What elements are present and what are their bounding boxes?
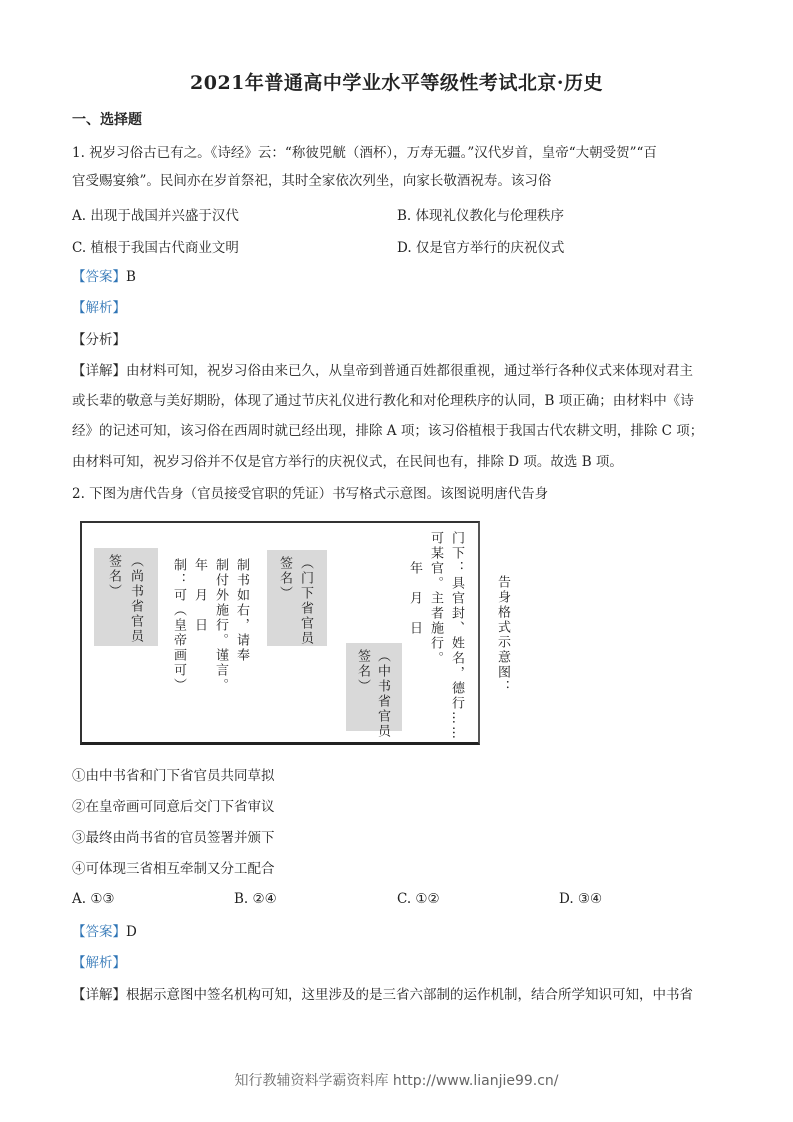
q1-option-a: A. 出现于战国并兴盛于汉代	[72, 208, 239, 224]
q1-answer-row	[72, 267, 136, 287]
q2-option-b: B. ②④	[234, 891, 277, 907]
q1-option-b: B. 体现礼仪教化与伦理秩序	[397, 208, 565, 224]
q2-option-c: C. ①②	[397, 891, 440, 907]
q2-detail-line1: 【详解】根据示意图中签名机构可知，这里涉及的是三省六部制的运作机制，结合所学知识可知，中书省	[72, 987, 693, 1003]
section-heading: 一、选择题	[72, 112, 142, 128]
diagram-col-zhi-4: 制：可（皇帝画可）	[171, 558, 186, 693]
q1-detail-line2: 或长辈的敬意与美好期盼，体现了通过节庆礼仪进行教化和对伦理秩序的认同，B 项正确；由材料中《诗	[72, 393, 694, 409]
q1-stem-line2: 官受赐宴飨”。民间亦在岁首祭祀，其时全家依次列坐，向家长敬酒祝寿。该习俗	[72, 173, 552, 189]
q1-option-d: D. 仅是官方举行的庆祝仪式	[397, 240, 565, 256]
page-footer: 知行教辅资料学霸资料库 http://www.lianjie99.cn/	[234, 1073, 559, 1089]
page-title: 2021年普通高中学业水平等级性考试北京·历史	[190, 72, 603, 94]
q1-detail-line3: 经》的记述可知，该习俗在西周时就已经出现，排除 A 项；该习俗植根于我国古代农耕文明，排除 C 项；	[72, 423, 704, 439]
q2-option-d: D. ③④	[559, 891, 603, 907]
q2-stem: 2. 下图为唐代告身（官员接受官职的凭证）书写格式示意图。该图说明唐代告身	[72, 486, 549, 502]
menxia-signature-box	[267, 550, 327, 646]
diagram-col-zhi-1: 制书如右，请奉	[234, 558, 249, 663]
zhongshu-label-2: 签名）	[355, 649, 370, 694]
diagram-col-zhi-3: 年 月 日	[192, 558, 207, 633]
q2-answer: D	[126, 924, 137, 940]
q2-detail-tag: 【详解】	[72, 987, 126, 1003]
diagram-col-menxia-2: 可某官。主者施行。	[428, 531, 443, 666]
shangshu-label-2: 签名）	[106, 554, 121, 599]
q2-answer-row	[72, 922, 137, 942]
q1-option-c: C. 植根于我国古代商业文明	[72, 240, 239, 256]
shangshu-label: （尚书省官员	[128, 554, 143, 644]
q2-option-a: A. ①③	[72, 891, 115, 907]
zhongshu-signature-box	[346, 643, 402, 739]
diagram-col-menxia-1: 门下：具官封、姓名，德行……	[449, 531, 464, 741]
q1-fenxi-tag: 【分析】	[72, 332, 126, 348]
zhongshu-label: （中书省官员	[375, 649, 390, 739]
q1-stem-line1: 1. 祝岁习俗古已有之。《诗经》云：“称彼兕觥（酒杯），万寿无疆。”汉代岁首，皇帝“大朝受贺”“百	[72, 145, 657, 161]
q1-detail-tag: 【详解】	[72, 363, 126, 379]
diagram-col-zhi-2: 制付外施行。谨言。	[213, 558, 228, 693]
q1-detail-line1: 【详解】由材料可知，祝岁习俗由来已久，从皇帝到普通百姓都很重视，通过举行各种仪式来体现对君主	[72, 363, 693, 379]
q1-detail-line4: 由材料可知，祝岁习俗并不仅是官方举行的庆祝仪式，在民间也有，排除 D 项。故选 B 项。	[72, 454, 623, 470]
q2-item-1: ①由中书省和门下省官员共同草拟	[72, 768, 275, 784]
menxia-label-2: 签名）	[277, 556, 292, 601]
diagram-caption: 告身格式示意图：	[495, 575, 510, 695]
q2-item-3: ③最终由尚书省的官员签署并颁下	[72, 830, 275, 846]
diagram-col-menxia-3: 年 月 日	[407, 561, 422, 636]
q2-item-4: ④可体现三省相互牵制又分工配合	[72, 861, 275, 877]
q1-analysis-tag: 【解析】	[72, 300, 126, 316]
q2-answer-tag: 【答案】	[72, 924, 126, 940]
q1-answer: B	[126, 269, 136, 285]
q2-item-2: ②在皇帝画可同意后交门下省审议	[72, 799, 275, 815]
gaoshen-diagram	[80, 521, 480, 745]
q2-analysis-tag: 【解析】	[72, 955, 126, 971]
q1-answer-tag: 【答案】	[72, 269, 126, 285]
menxia-label: （门下省官员	[298, 556, 313, 646]
shangshu-signature-box	[94, 548, 158, 646]
